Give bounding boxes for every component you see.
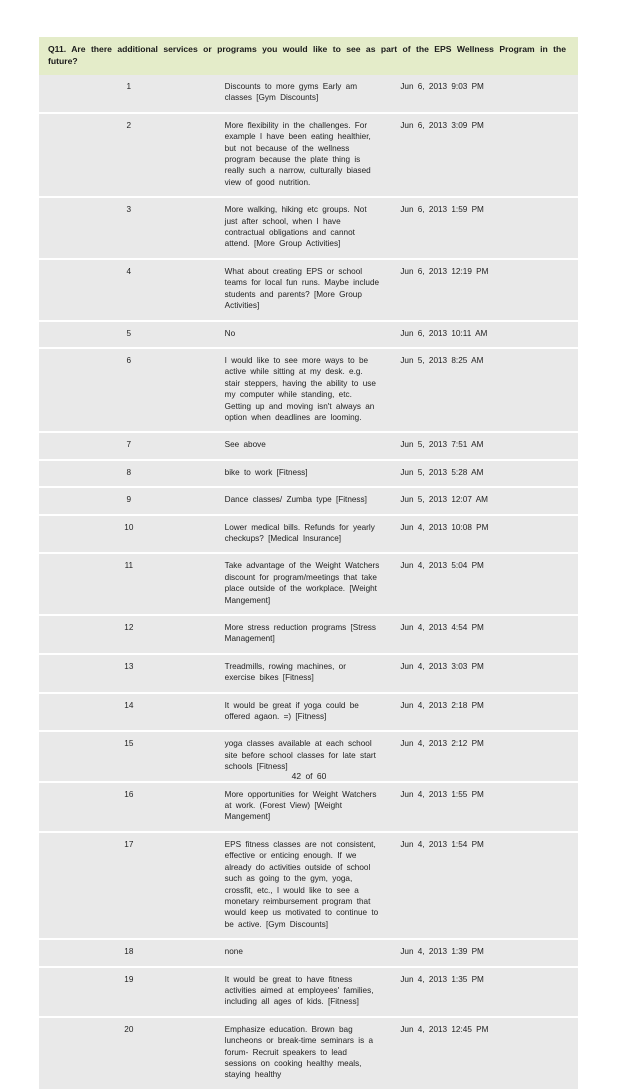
response-row xyxy=(39,515,578,554)
response-date: Jun 4, 2013 2:18 PM xyxy=(398,693,578,732)
response-number: 4 xyxy=(39,259,219,321)
response-row xyxy=(39,487,578,514)
response-text: It would be great to have fitness activities aimed at employees' families, including all ages of kids. [Fitness] xyxy=(219,967,399,1017)
response-date: Jun 4, 2013 3:03 PM xyxy=(398,654,578,693)
response-text: More walking, hiking etc groups. Not just after school, when I have contractual obligations and cannot attend. [More Group Activities] xyxy=(219,197,399,259)
response-row xyxy=(39,259,578,321)
response-number: 12 xyxy=(39,615,219,654)
response-number: 14 xyxy=(39,693,219,732)
response-text: EPS fitness classes are not consistent, effective or enticing enough. If we already do activities outside of school such as going to the gym, yoga, crossfit, etc., I would like to see a monetary reimbursement program that would keep us motivated to continue to be active. [Gym Discounts] xyxy=(219,832,399,939)
response-date: Jun 5, 2013 7:51 AM xyxy=(398,432,578,459)
question-header-row xyxy=(39,37,578,75)
response-date: Jun 6, 2013 1:59 PM xyxy=(398,197,578,259)
response-date: Jun 4, 2013 5:04 PM xyxy=(398,553,578,615)
response-number: 19 xyxy=(39,967,219,1017)
response-text: Discounts to more gyms Early am classes [Gym Discounts] xyxy=(219,75,399,113)
response-row xyxy=(39,1017,578,1090)
response-date: Jun 4, 2013 4:54 PM xyxy=(398,615,578,654)
response-row xyxy=(39,432,578,459)
response-number: 9 xyxy=(39,487,219,514)
response-number: 8 xyxy=(39,460,219,487)
response-number: 16 xyxy=(39,782,219,832)
response-text: More stress reduction programs [Stress Management] xyxy=(219,615,399,654)
response-text: yoga classes available at each school site before school classes for late start schools [Fitness] xyxy=(219,731,399,781)
response-text: none xyxy=(219,939,399,966)
response-date: Jun 5, 2013 12:07 AM xyxy=(398,487,578,514)
response-row xyxy=(39,113,578,197)
response-text: See above xyxy=(219,432,399,459)
response-date: Jun 4, 2013 1:39 PM xyxy=(398,939,578,966)
response-text: Take advantage of the Weight Watchers discount for program/meetings that take place outside of the workplace. [Weight Mangement] xyxy=(219,553,399,615)
response-text: Lower medical bills. Refunds for yearly checkups? [Medical Insurance] xyxy=(219,515,399,554)
response-row xyxy=(39,832,578,939)
response-date: Jun 4, 2013 2:12 PM xyxy=(398,731,578,781)
response-row xyxy=(39,693,578,732)
response-text: More opportunities for Weight Watchers at work. (Forest View) [Weight Mangement] xyxy=(219,782,399,832)
response-date: Jun 6, 2013 12:19 PM xyxy=(398,259,578,321)
response-date: Jun 6, 2013 3:09 PM xyxy=(398,113,578,197)
response-row xyxy=(39,615,578,654)
response-number: 5 xyxy=(39,321,219,348)
response-number: 10 xyxy=(39,515,219,554)
response-number: 17 xyxy=(39,832,219,939)
response-number: 6 xyxy=(39,348,219,432)
response-number: 11 xyxy=(39,553,219,615)
response-number: 13 xyxy=(39,654,219,693)
response-row xyxy=(39,75,578,113)
response-text: Treadmills, rowing machines, or exercise bikes [Fitness] xyxy=(219,654,399,693)
response-number: 1 xyxy=(39,75,219,113)
page-number: 42 of 60 xyxy=(291,771,327,781)
response-date: Jun 6, 2013 9:03 PM xyxy=(398,75,578,113)
response-row xyxy=(39,321,578,348)
response-text: Emphasize education. Brown bag luncheons or break-time seminars is a forum- Recruit speakers to lead sessions on cooking healthy meals, staying healthy xyxy=(219,1017,399,1090)
response-date: Jun 4, 2013 1:54 PM xyxy=(398,832,578,939)
response-text: It would be great if yoga could be offered agaon. =) [Fitness] xyxy=(219,693,399,732)
response-date: Jun 5, 2013 5:28 AM xyxy=(398,460,578,487)
response-text: What about creating EPS or school teams for local fun runs. Maybe include students and parents? [More Group Activities] xyxy=(219,259,399,321)
response-number: 15 xyxy=(39,731,219,781)
response-text: bike to work [Fitness] xyxy=(219,460,399,487)
question-text: Q11. Are there additional services or programs you would like to see as part of the EPS Wellness Program in the future? xyxy=(39,37,578,75)
response-number: 18 xyxy=(39,939,219,966)
response-date: Jun 5, 2013 8:25 AM xyxy=(398,348,578,432)
response-row xyxy=(39,553,578,615)
response-row xyxy=(39,782,578,832)
response-date: Jun 4, 2013 10:08 PM xyxy=(398,515,578,554)
response-number: 7 xyxy=(39,432,219,459)
response-text: I would like to see more ways to be active while sitting at my desk. e.g. stair steppers, having the ability to use my computer while standing, etc. Getting up and moving isn't always an option when deadlines are looming. xyxy=(219,348,399,432)
response-row xyxy=(39,654,578,693)
response-number: 20 xyxy=(39,1017,219,1090)
response-text: No xyxy=(219,321,399,348)
response-row xyxy=(39,939,578,966)
response-date: Jun 4, 2013 1:55 PM xyxy=(398,782,578,832)
response-text: More flexibility in the challenges. For example I have been eating healthier, but not because of the wellness program because the plate thing is really such a narrow, culturally biased view of good nutrition. xyxy=(219,113,399,197)
response-date: Jun 6, 2013 10:11 AM xyxy=(398,321,578,348)
survey-response-table xyxy=(39,37,578,1091)
response-row xyxy=(39,967,578,1017)
response-date: Jun 4, 2013 1:35 PM xyxy=(398,967,578,1017)
response-number: 3 xyxy=(39,197,219,259)
response-row xyxy=(39,197,578,259)
response-date: Jun 4, 2013 12:45 PM xyxy=(398,1017,578,1090)
response-row xyxy=(39,348,578,432)
response-text: Dance classes/ Zumba type [Fitness] xyxy=(219,487,399,514)
response-row xyxy=(39,460,578,487)
response-number: 2 xyxy=(39,113,219,197)
